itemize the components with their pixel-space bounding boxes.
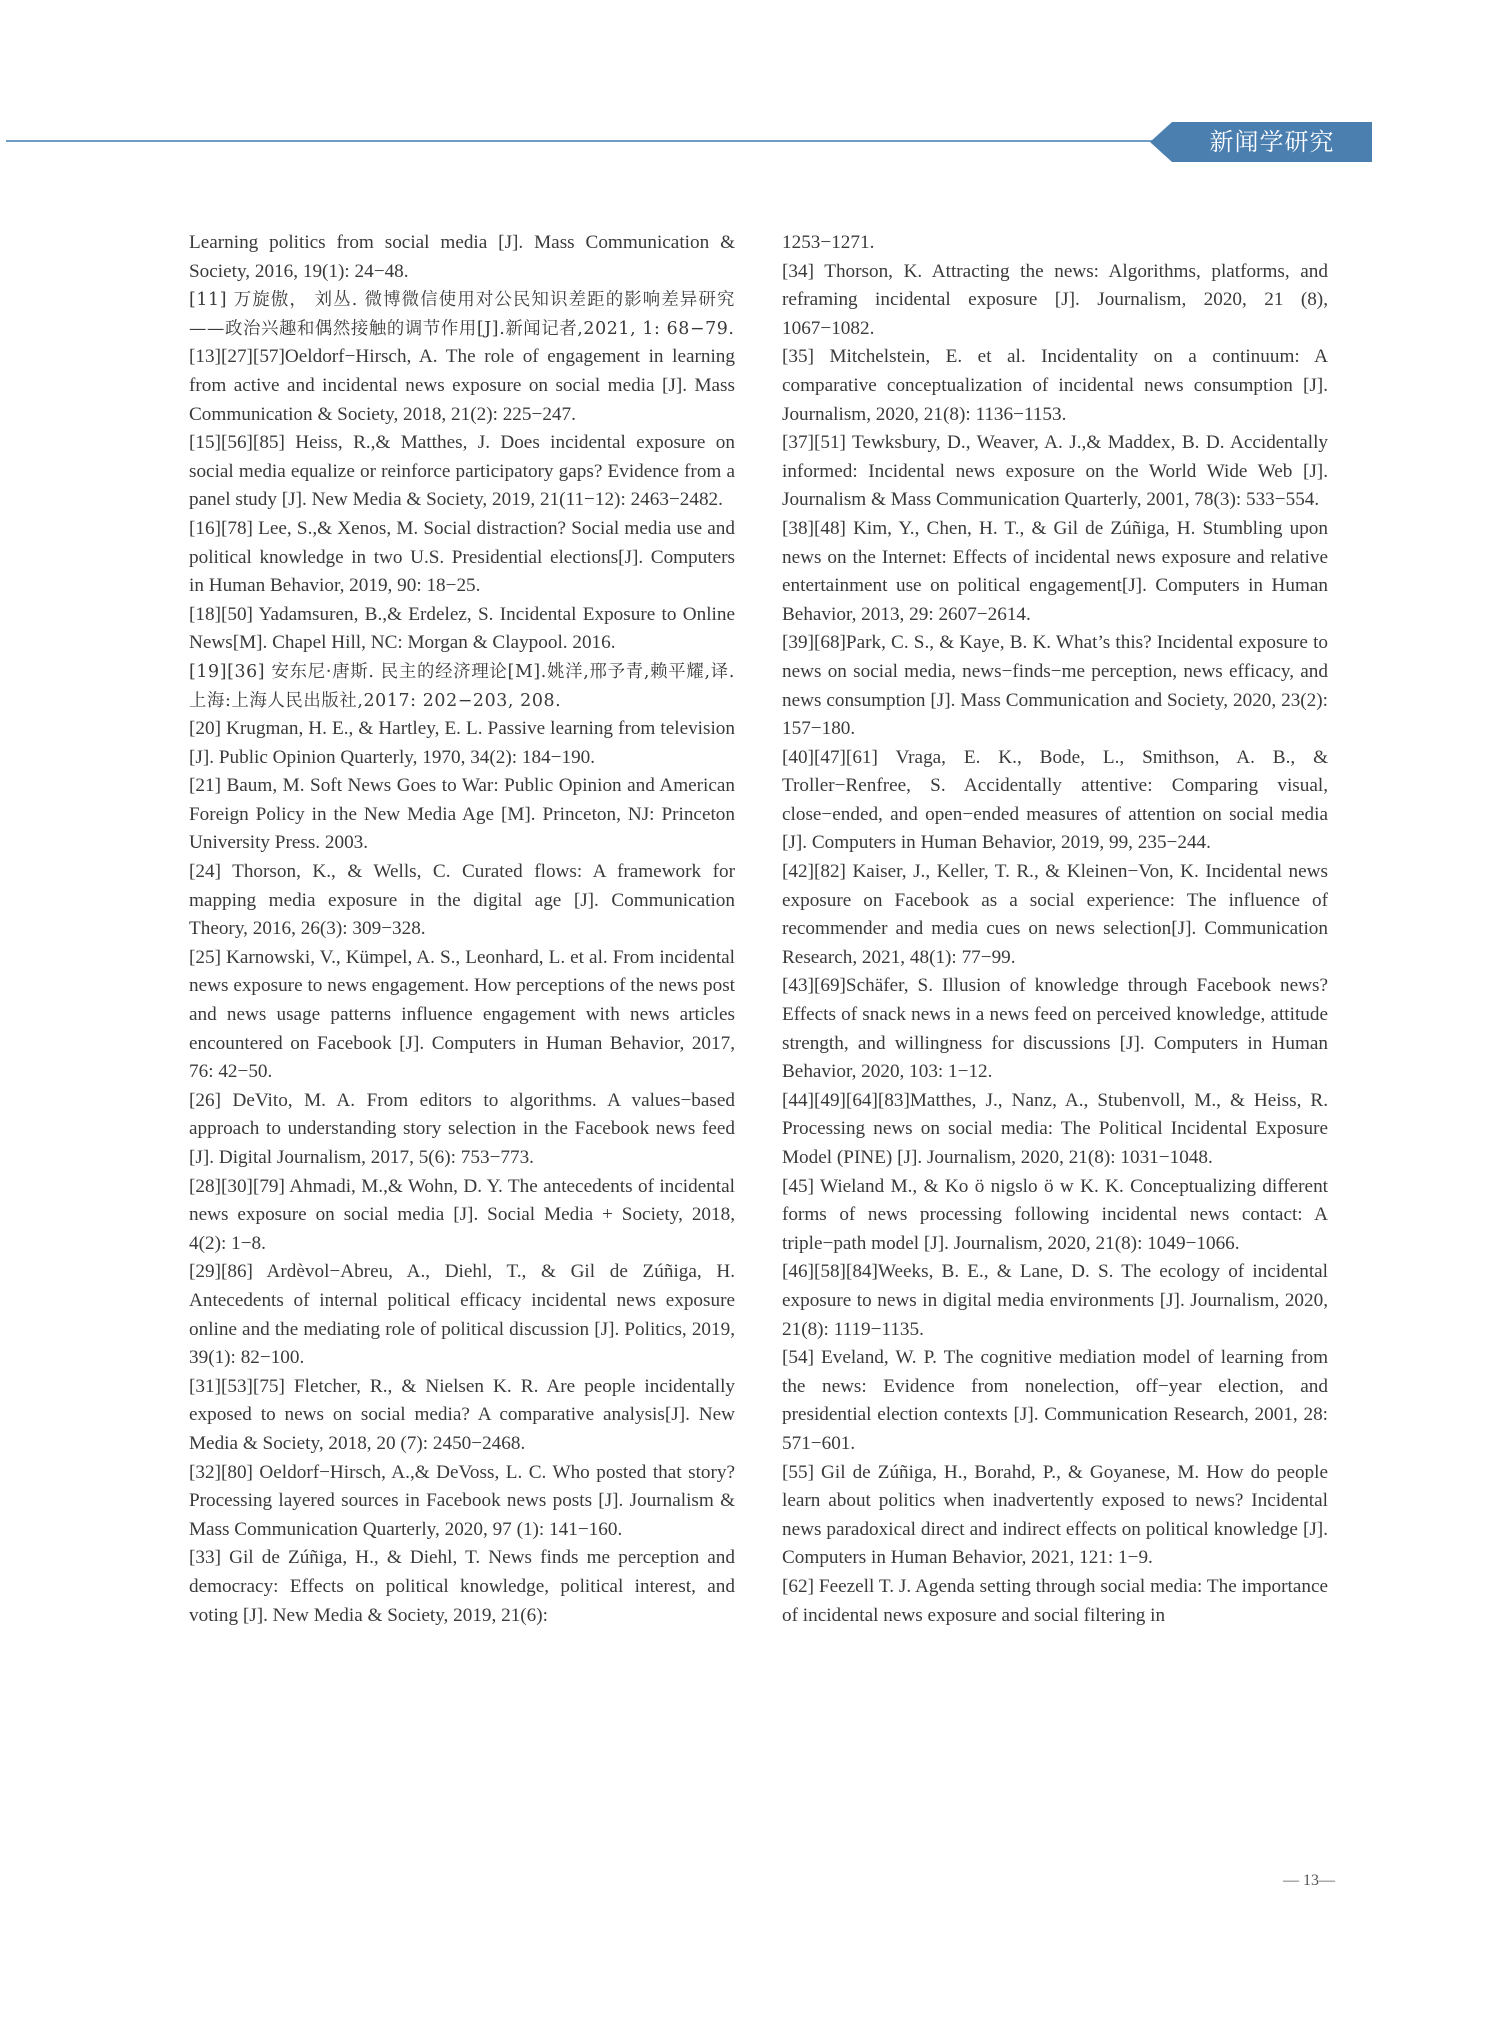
reference-entry: [62] Feezell T. J. Agenda setting through social media: The importance of incidental news exposure and social filtering in — [782, 1575, 1328, 1626]
left-column — [189, 229, 735, 1630]
reference-entry: [46][58][84]Weeks, B. E., & Lane, D. S. The ecology of incidental exposure to news in digital media environments [J]. Journalism, 2020, 21(8): 1119−1135. — [782, 1261, 1328, 1340]
reference-entry: [16][78] Lee, S.,& Xenos, M. Social distraction? Social media use and political knowledge in two U.S. Presidential elections[J]. Computers in Human Behavior, 2019, 90: 18−25. — [189, 517, 735, 597]
reference-entry: [18][50] Yadamsuren, B.,& Erdelez, S. Incidental Exposure to Online News[M]. Chapel Hill, NC: Morgan & Claypool. 2016. — [189, 603, 735, 654]
reference-entry: [35] Mitchelstein, E. et al. Incidentality on a continuum: A comparative conceptualization of incidental news consumption [J]. Journalism, 2020, 21(8): 1136−1153. — [782, 346, 1328, 425]
reference-entry: [25] Karnowski, V., Kümpel, A. S., Leonhard, L. et al. From incidental news exposure to news engagement. How perceptions of the news post and news usage patterns influence engagement with news articles encountered on Facebook [J]. Computers in Human Behavior, 2017, 76: 42−50. — [189, 946, 735, 1083]
reference-entry: [45] Wieland M., & Ko ö nigslo ö w K. K. Conceptualizing different forms of news processing following incidental news contact: A triple−path model [J]. Journalism, 2020, 21(8): 1049−1066. — [782, 1175, 1328, 1254]
reference-entry: [11] 万旋傲， 刘丛. 微博微信使用对公民知识差距的影响差异研究——政治兴趣和偶然接触的调节作用[J].新闻记者,2021, 1: 68−79. — [189, 290, 735, 339]
reference-entry: [28][30][79] Ahmadi, M.,& Wohn, D. Y. The antecedents of incidental news exposure on social media [J]. Social Media + Society, 2018, 4(2): 1−8. — [189, 1175, 735, 1254]
reference-entry: [37][51] Tewksbury, D., Weaver, A. J.,& Maddex, B. D. Accidentally informed: Incidental news exposure on the World Wide Web [J]. Journalism & Mass Communication Quarterly, 2001, 78(3): 533−554. — [782, 432, 1328, 511]
reference-entry: [55] Gil de Zúñiga, H., Borahd, P., & Goyanese, M. How do people learn about politics when inadvertently exposed to news? Incidental news paradoxical direct and indirect effects on political knowledge [J]. Computers in Human Behavior, 2021, 121: 1−9. — [782, 1461, 1328, 1569]
header-rule — [6, 140, 1166, 142]
reference-entry: [26] DeVito, M. A. From editors to algorithms. A values−based approach to understanding story selection in the Facebook news feed [J]. Digital Journalism, 2017, 5(6): 753−773. — [189, 1089, 735, 1168]
reference-entry: [24] Thorson, K., & Wells, C. Curated flows: A framework for mapping media exposure in the digital age [J]. Communication Theory, 2016, 26(3): 309−328. — [189, 861, 735, 940]
reference-entry: Learning politics from social media [J]. Mass Communication & Society, 2016, 19(1): 24−48. — [189, 232, 735, 282]
reference-entry: [39][68]Park, C. S., & Kaye, B. K. What’s this? Incidental exposure to news on social media, news−finds−me perception, news efficacy, and news consumption [J]. Mass Communication and Society, 2020, 23(2): 157−180. — [782, 632, 1328, 740]
reference-entry: [54] Eveland, W. P. The cognitive mediation model of learning from the news: Evidence from nonelection, off−year election, and presidential election contexts [J]. Communication Research, 2001, 28: 571−601. — [782, 1347, 1328, 1454]
reference-entry: [32][80] Oeldorf−Hirsch, A.,& DeVoss, L. C. Who posted that story? Processing layered sources in Facebook news posts [J]. Journalism & Mass Communication Quarterly, 2020, 97 (1): 141−160. — [189, 1461, 735, 1540]
reference-entry: [38][48] Kim, Y., Chen, H. T., & Gil de Zúñiga, H. Stumbling upon news on the Internet: Effects of incidental news exposure and relative entertainment use on political engagement[J]. Computers in Human Behavior, 2013, 29: 2607−2614. — [782, 517, 1328, 625]
reference-entry: [15][56][85] Heiss, R.,& Matthes, J. Does incidental exposure on social media equalize or reinforce participatory gaps? Evidence from a panel study [J]. New Media & Society, 2019, 21(11−12): 2463−2482. — [189, 432, 735, 511]
reference-entry: [34] Thorson, K. Attracting the news: Algorithms, platforms, and reframing incidental exposure [J]. Journalism, 2020, 21 (8), 1067−1082. — [782, 260, 1328, 339]
reference-entry: [13][27][57]Oeldorf−Hirsch, A. The role of engagement in learning from active and incidental news exposure on social media [J]. Mass Communication & Society, 2018, 21(2): 225−247. — [189, 346, 735, 425]
reference-entry: [20] Krugman, H. E., & Hartley, E. L. Passive learning from television [J]. Public Opinion Quarterly, 1970, 34(2): 184−190. — [189, 718, 735, 768]
reference-entry: [43][69]Schäfer, S. Illusion of knowledge through Facebook news? Effects of snack news in a news feed on perceived knowledge, attitude strength, and willingness for discussions [J]. Computers in Human Behavior, 2020, 103: 1−12. — [782, 975, 1328, 1083]
reference-entry: [21] Baum, M. Soft News Goes to War: Public Opinion and American Foreign Policy in the New Media Age [M]. Princeton, NJ: Princeton University Press. 2003. — [189, 775, 735, 854]
reference-entry: [29][86] Ardèvol−Abreu, A., Diehl, T., & Gil de Zúñiga, H. Antecedents of internal political efficacy incidental news exposure online and the mediating role of political discussion [J]. Politics, 2019, 39(1): 82−100. — [189, 1261, 735, 1369]
reference-entry: [19][36] 安东尼·唐斯. 民主的经济理论[M].姚洋,邢予青,赖平耀,译. 上海:上海人民出版社,2017: 202−203, 208. — [189, 661, 735, 711]
reference-entry: [33] Gil de Zúñiga, H., & Diehl, T. News finds me perception and democracy: Effects on political knowledge, political interest, and voting [J]. New Media & Society, 2019, 21(6): — [189, 1547, 735, 1626]
reference-entry: [42][82] Kaiser, J., Keller, T. R., & Kleinen−Von, K. Incidental news exposure on Facebook as a social experience: The influence of recommender and media cues on news selection[J]. Communication Research, 2021, 48(1): 77−99. — [782, 861, 1328, 968]
reference-entry: [44][49][64][83]Matthes, J., Nanz, A., Stubenvoll, M., & Heiss, R. Processing news on social media: The Political Incidental Exposure Model (PINE) [J]. Journalism, 2020, 21(8): 1031−1048. — [782, 1089, 1328, 1168]
page-number: — 13— — [1283, 1872, 1335, 1889]
journal-title: 新闻学研究 — [1209, 128, 1335, 156]
right-column — [782, 229, 1328, 1630]
reference-entry: [31][53][75] Fletcher, R., & Nielsen K. R. Are people incidentally exposed to news on social media? A comparative analysis[J]. New Media & Society, 2018, 20 (7): 2450−2468. — [189, 1375, 735, 1454]
reference-entry: 1253−1271. — [782, 232, 875, 253]
reference-entry: [40][47][61] Vraga, E. K., Bode, L., Smithson, A. B., & Troller−Renfree, S. Accidentally attentive: Comparing visual, close−ended, and open−ended measures of attention on social media [J]. Computers in Human Behavior, 2019, 99, 235−244. — [782, 746, 1328, 854]
